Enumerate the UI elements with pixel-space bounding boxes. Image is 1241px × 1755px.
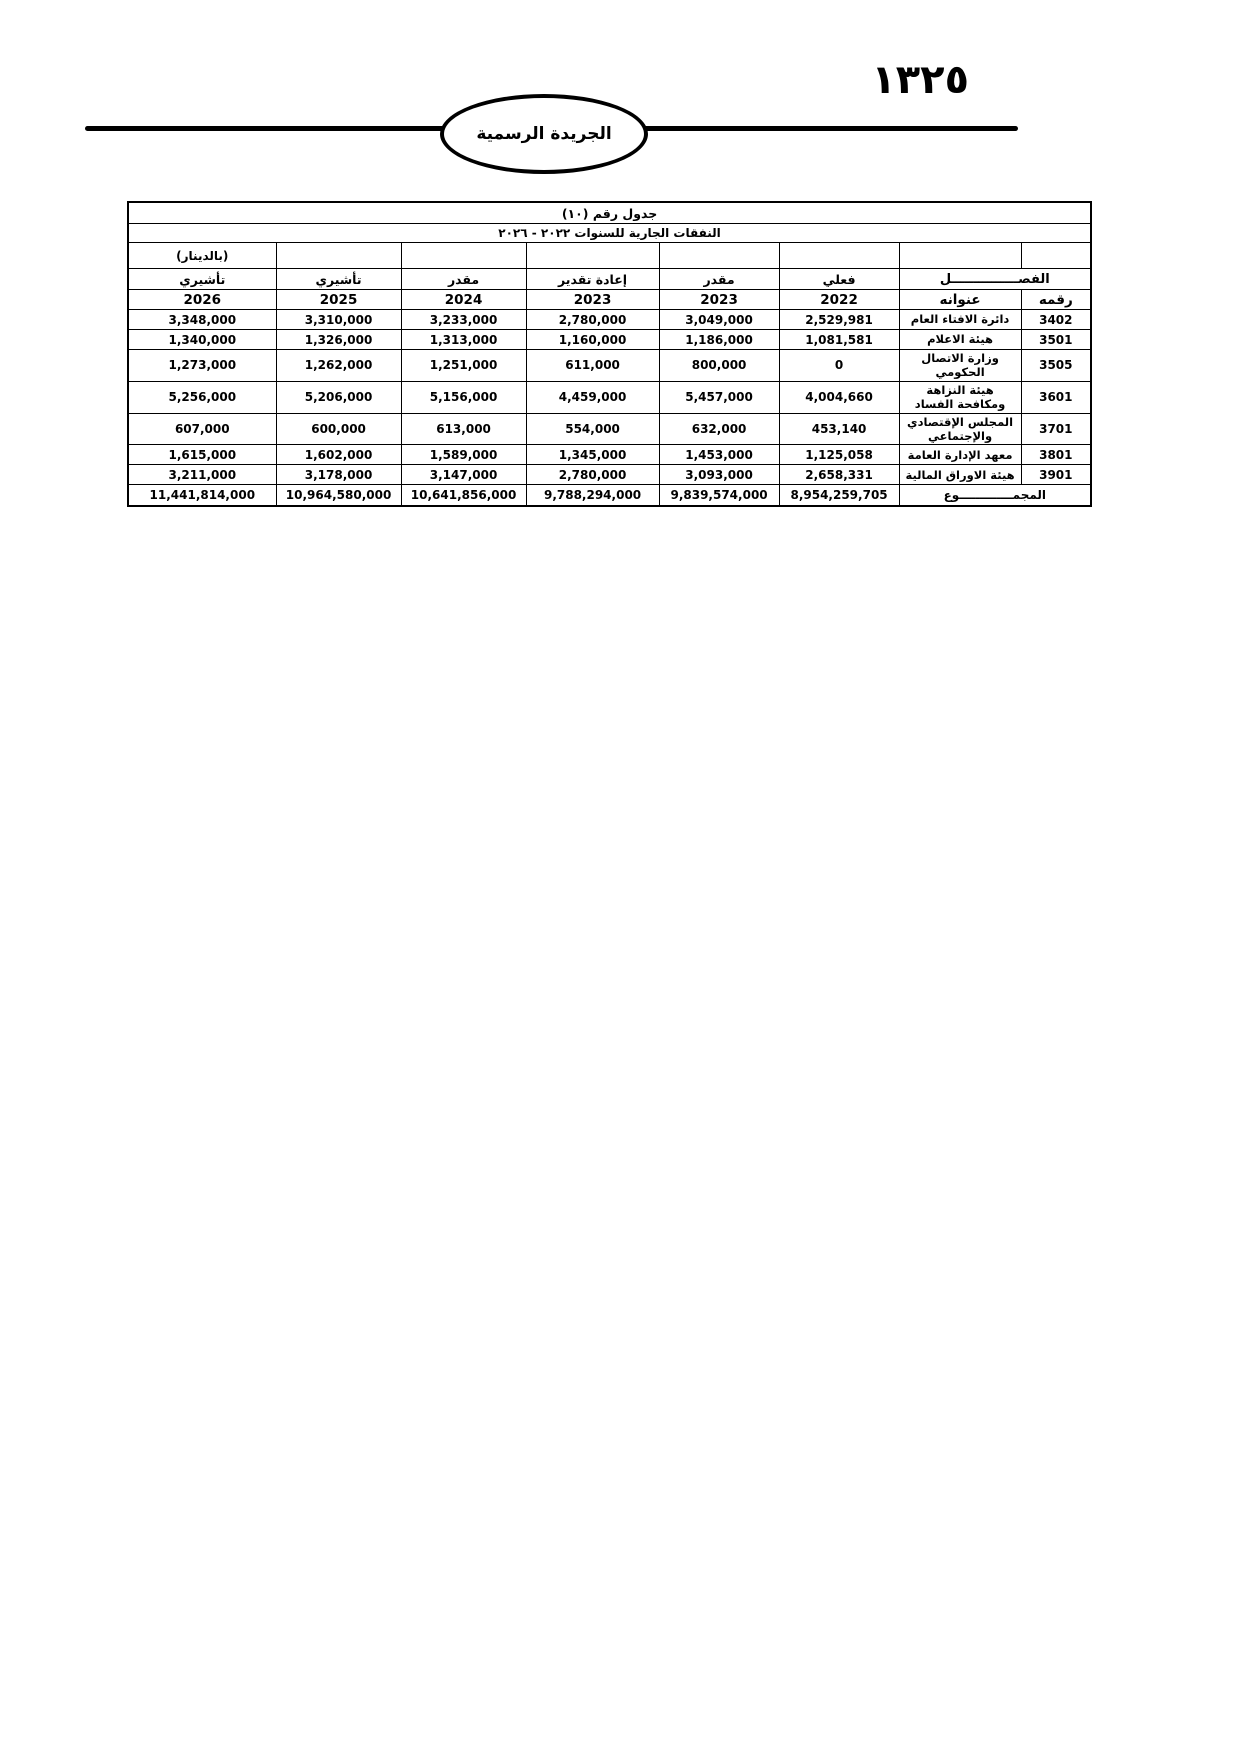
- year-header: 2026: [128, 290, 276, 310]
- value-cell: 3,147,000: [401, 465, 526, 485]
- value-cell: 1,186,000: [659, 330, 779, 350]
- table-row: [128, 310, 1091, 330]
- page-number: ١٣٢٥: [871, 57, 969, 103]
- chapter-name-cell: هيئة النزاهة ومكافحة الفساد: [899, 381, 1021, 413]
- table-row: [128, 381, 1091, 413]
- value-cell: 3,310,000: [276, 310, 401, 330]
- total-value-cell: 10,641,856,000: [401, 485, 526, 507]
- chapter-name-cell: هيئة الاعلام: [899, 330, 1021, 350]
- table-row: [128, 413, 1091, 445]
- chapter-name-cell: وزارة الاتصال الحكومي: [899, 350, 1021, 382]
- value-cell: 5,156,000: [401, 381, 526, 413]
- chapter-code-cell: 3402: [1021, 310, 1091, 330]
- value-cell: 3,093,000: [659, 465, 779, 485]
- total-value-cell: 8,954,259,705: [779, 485, 899, 507]
- value-cell: 1,125,058: [779, 445, 899, 465]
- value-cell: 2,529,981: [779, 310, 899, 330]
- value-cell: 5,256,000: [128, 381, 276, 413]
- chapter-code-cell: 3501: [1021, 330, 1091, 350]
- value-cell: 1,160,000: [526, 330, 659, 350]
- column-label: مقدر: [401, 269, 526, 290]
- gazette-seal: [440, 94, 648, 174]
- value-cell: 600,000: [276, 413, 401, 445]
- total-value-cell: 11,441,814,000: [128, 485, 276, 507]
- table-subtitle: النفقات الجارية للسنوات ٢٠٢٢ - ٢٠٢٦: [128, 224, 1091, 243]
- empty-cell: [899, 243, 1021, 269]
- total-value-cell: 9,839,574,000: [659, 485, 779, 507]
- value-cell: 1,589,000: [401, 445, 526, 465]
- value-cell: 1,262,000: [276, 350, 401, 382]
- chapter-code-cell: 3701: [1021, 413, 1091, 445]
- value-cell: 5,206,000: [276, 381, 401, 413]
- value-cell: 611,000: [526, 350, 659, 382]
- value-cell: 1,326,000: [276, 330, 401, 350]
- value-cell: 632,000: [659, 413, 779, 445]
- value-cell: 4,004,660: [779, 381, 899, 413]
- chapter-name-cell: دائرة الافتاء العام: [899, 310, 1021, 330]
- value-cell: 1,081,581: [779, 330, 899, 350]
- chapter-code-cell: 3505: [1021, 350, 1091, 382]
- year-header: 2025: [276, 290, 401, 310]
- totals-row: [128, 485, 1091, 507]
- value-cell: 5,457,000: [659, 381, 779, 413]
- table-subtitle-row: [128, 224, 1091, 243]
- empty-cell: [779, 243, 899, 269]
- chapter-code-cell: 3601: [1021, 381, 1091, 413]
- currency-note: (بالدينار): [128, 243, 276, 269]
- value-cell: 800,000: [659, 350, 779, 382]
- table-title: جدول رقم (١٠): [128, 202, 1091, 224]
- currency-note-row: [128, 243, 1091, 269]
- value-cell: 1,251,000: [401, 350, 526, 382]
- chapter-code-cell: 3901: [1021, 465, 1091, 485]
- table-row: [128, 330, 1091, 350]
- column-label: تأشيري: [276, 269, 401, 290]
- chapter-name-cell: هيئة الاوراق المالية: [899, 465, 1021, 485]
- value-cell: 1,340,000: [128, 330, 276, 350]
- year-header: 2023: [526, 290, 659, 310]
- value-cell: 613,000: [401, 413, 526, 445]
- name-header: عنوانه: [899, 290, 1021, 310]
- value-cell: 1,313,000: [401, 330, 526, 350]
- empty-cell: [276, 243, 401, 269]
- chapter-name-cell: معهد الإدارة العامة: [899, 445, 1021, 465]
- header-labels-row: [128, 269, 1091, 290]
- year-header: 2024: [401, 290, 526, 310]
- totals-label: المجمـــــــــــــوع: [899, 485, 1091, 507]
- empty-cell: [526, 243, 659, 269]
- value-cell: 3,211,000: [128, 465, 276, 485]
- value-cell: 2,780,000: [526, 465, 659, 485]
- code-header: رقمه: [1021, 290, 1091, 310]
- column-label: مقدر: [659, 269, 779, 290]
- value-cell: 1,345,000: [526, 445, 659, 465]
- table-title-row: [128, 202, 1091, 224]
- year-header: 2022: [779, 290, 899, 310]
- value-cell: 1,453,000: [659, 445, 779, 465]
- chapter-header: الفصـــــــــــــــل: [899, 269, 1091, 290]
- table-row: [128, 350, 1091, 382]
- empty-cell: [401, 243, 526, 269]
- gazette-title: الجريدة الرسمية: [476, 124, 612, 144]
- value-cell: 1,615,000: [128, 445, 276, 465]
- column-label: فعلي: [779, 269, 899, 290]
- value-cell: 1,273,000: [128, 350, 276, 382]
- value-cell: 4,459,000: [526, 381, 659, 413]
- budget-table: [127, 201, 1092, 507]
- value-cell: 2,780,000: [526, 310, 659, 330]
- year-header: 2023: [659, 290, 779, 310]
- header-years-row: [128, 290, 1091, 310]
- value-cell: 453,140: [779, 413, 899, 445]
- value-cell: 607,000: [128, 413, 276, 445]
- value-cell: 554,000: [526, 413, 659, 445]
- value-cell: 3,178,000: [276, 465, 401, 485]
- empty-cell: [659, 243, 779, 269]
- column-label: تأشيري: [128, 269, 276, 290]
- value-cell: 3,049,000: [659, 310, 779, 330]
- total-value-cell: 9,788,294,000: [526, 485, 659, 507]
- value-cell: 3,348,000: [128, 310, 276, 330]
- column-label: إعادة تقدير: [526, 269, 659, 290]
- value-cell: 2,658,331: [779, 465, 899, 485]
- total-value-cell: 10,964,580,000: [276, 485, 401, 507]
- value-cell: 1,602,000: [276, 445, 401, 465]
- value-cell: 3,233,000: [401, 310, 526, 330]
- empty-cell: [1021, 243, 1091, 269]
- chapter-code-cell: 3801: [1021, 445, 1091, 465]
- table-row: [128, 445, 1091, 465]
- chapter-name-cell: المجلس الإقتصادي والإجتماعي: [899, 413, 1021, 445]
- value-cell: 0: [779, 350, 899, 382]
- table-row: [128, 465, 1091, 485]
